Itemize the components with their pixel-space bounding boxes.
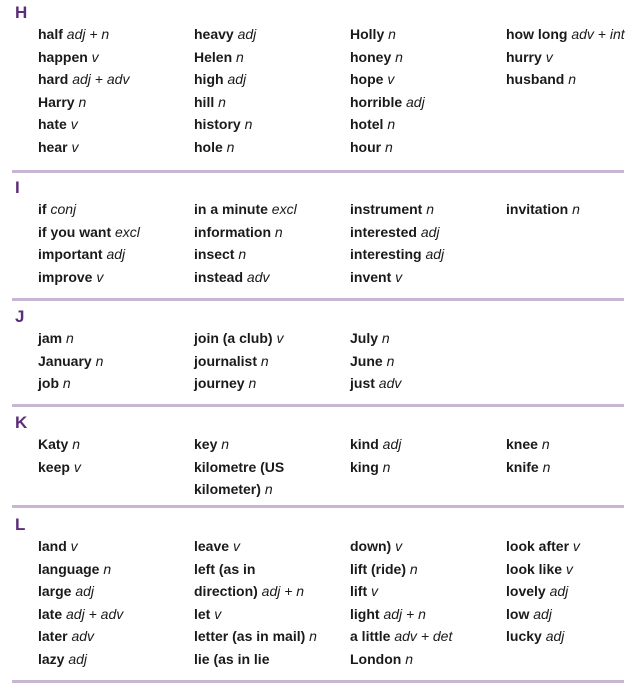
word-entry [194, 266, 297, 289]
headword: jam [38, 330, 63, 346]
section-letter: K [15, 413, 28, 432]
headword: instead [194, 268, 244, 285]
part-of-speech: v [71, 138, 79, 155]
section-divider [12, 505, 624, 508]
word-entry [194, 23, 256, 46]
headword: kilometer) [194, 481, 261, 497]
word-entry [350, 456, 401, 479]
word-entry [38, 46, 129, 69]
part-of-speech: excl [115, 223, 140, 240]
headword: husband [506, 71, 565, 87]
headword: hotel [350, 116, 384, 132]
part-of-speech: adj + n [261, 583, 305, 599]
word-column [350, 198, 444, 288]
headword: leave [194, 538, 230, 554]
word-entry [506, 580, 580, 603]
word-column [194, 433, 284, 501]
word-entry [194, 433, 284, 456]
word-entry [194, 456, 284, 479]
part-of-speech: n [244, 116, 253, 132]
headword: direction) [194, 583, 258, 599]
word-entry [506, 46, 625, 69]
headword: if [38, 201, 47, 217]
headword: knee [506, 436, 538, 452]
headword: journey [194, 375, 245, 391]
headword: lift [350, 583, 368, 599]
section-letter: I [15, 178, 20, 197]
part-of-speech: adv [378, 375, 402, 391]
part-of-speech: v [96, 268, 104, 285]
word-entry [38, 625, 123, 648]
word-entry [38, 372, 103, 395]
part-of-speech: n [236, 48, 244, 65]
part-of-speech: adv + det [394, 628, 453, 644]
headword: low [506, 605, 530, 622]
headword: join (a club) [194, 330, 273, 346]
word-entry [350, 266, 444, 289]
headword: invitation [506, 201, 569, 217]
part-of-speech: adj + n [66, 26, 110, 42]
headword: how long [506, 26, 568, 42]
word-entry [194, 350, 283, 373]
word-entry [38, 266, 140, 289]
word-entry [194, 46, 256, 69]
word-entry [38, 221, 140, 244]
part-of-speech: v [572, 538, 580, 554]
part-of-speech: n [218, 93, 226, 110]
word-entry [350, 350, 401, 373]
word-entry [350, 221, 444, 244]
word-column [506, 23, 625, 91]
word-entry [506, 68, 625, 91]
word-entry [350, 535, 452, 558]
word-entry [38, 91, 129, 114]
headword: interesting [350, 246, 422, 262]
section-letter: L [15, 515, 26, 534]
word-entry [194, 535, 317, 558]
headword: keep [38, 458, 70, 475]
headword: information [194, 223, 271, 240]
word-column [38, 198, 140, 288]
word-entry [350, 625, 452, 648]
part-of-speech: adj [68, 650, 88, 667]
headword: look after [506, 538, 570, 554]
word-entry [506, 23, 625, 46]
part-of-speech: n [387, 116, 396, 132]
word-entry [350, 558, 452, 581]
word-entry [506, 198, 580, 221]
part-of-speech: v [387, 71, 395, 87]
part-of-speech: adj [549, 583, 569, 599]
word-entry [350, 243, 444, 266]
headword: January [38, 352, 92, 369]
headword: lucky [506, 628, 542, 644]
headword: later [38, 628, 68, 644]
headword: hope [350, 71, 384, 87]
part-of-speech: adj [106, 246, 126, 262]
part-of-speech: n [395, 48, 403, 65]
word-entry [194, 113, 256, 136]
part-of-speech: n [409, 560, 418, 577]
headword: instrument [350, 201, 423, 217]
word-entry [194, 91, 256, 114]
part-of-speech: adj [227, 71, 247, 87]
part-of-speech: n [66, 330, 74, 346]
part-of-speech: n [238, 246, 247, 262]
word-entry [350, 136, 425, 159]
headword: interested [350, 223, 417, 240]
word-column [350, 433, 401, 478]
word-column [38, 327, 103, 395]
word-column [350, 23, 425, 158]
part-of-speech: n [274, 223, 283, 240]
part-of-speech: n [382, 458, 391, 475]
word-entry [194, 625, 317, 648]
headword: July [350, 330, 379, 346]
word-entry [350, 23, 425, 46]
word-column [38, 433, 81, 478]
part-of-speech: n [541, 436, 550, 452]
word-column [38, 23, 129, 158]
headword: let [194, 605, 211, 622]
word-column [194, 535, 317, 670]
word-entry [194, 327, 283, 350]
part-of-speech: conj [50, 201, 77, 217]
word-entry [194, 68, 256, 91]
part-of-speech: n [568, 71, 577, 87]
headword: lovely [506, 583, 546, 599]
part-of-speech: v [232, 538, 240, 554]
headword: hard [38, 71, 69, 87]
headword: kind [350, 436, 379, 452]
part-of-speech: n [260, 352, 269, 369]
headword: high [194, 71, 224, 87]
headword: improve [38, 268, 93, 285]
word-entry [350, 648, 452, 671]
word-entry [38, 136, 129, 159]
headword: happen [38, 48, 88, 65]
part-of-speech: adj [533, 605, 552, 622]
headword: in a minute [194, 201, 268, 217]
word-entry [38, 350, 103, 373]
word-entry [38, 433, 81, 456]
word-column [194, 327, 283, 395]
headword: hole [194, 138, 223, 155]
part-of-speech: n [388, 26, 396, 42]
headword: half [38, 26, 63, 42]
part-of-speech: n [221, 436, 230, 452]
part-of-speech: adj [545, 628, 565, 644]
headword: Helen [194, 48, 233, 65]
word-entry [194, 478, 284, 501]
headword: knife [506, 458, 539, 475]
word-entry [38, 327, 103, 350]
part-of-speech: n [95, 352, 104, 369]
part-of-speech: n [542, 458, 551, 475]
word-entry [194, 580, 317, 603]
word-entry [194, 648, 317, 671]
headword: late [38, 605, 63, 622]
headword: history [194, 116, 241, 132]
word-entry [350, 46, 425, 69]
part-of-speech: n [78, 93, 87, 110]
word-entry [38, 68, 129, 91]
word-column [194, 198, 297, 288]
section-divider [12, 170, 624, 173]
part-of-speech: n [385, 138, 393, 155]
headword: insect [194, 246, 235, 262]
part-of-speech: adj [425, 246, 445, 262]
headword: hear [38, 138, 68, 155]
part-of-speech: adv [246, 268, 270, 285]
part-of-speech: n [72, 436, 81, 452]
word-entry [506, 625, 580, 648]
word-entry [38, 243, 140, 266]
word-entry [350, 113, 425, 136]
headword: honey [350, 48, 392, 65]
headword: journalist [194, 352, 258, 369]
word-entry [38, 456, 81, 479]
headword: king [350, 458, 379, 475]
word-entry [350, 433, 401, 456]
word-entry [38, 535, 123, 558]
part-of-speech: adj [237, 26, 257, 42]
part-of-speech: v [545, 48, 553, 65]
headword: just [350, 375, 375, 391]
word-entry [506, 535, 580, 558]
section-divider [12, 298, 624, 301]
headword: language [38, 560, 100, 577]
part-of-speech: n [386, 352, 395, 369]
word-entry [194, 558, 317, 581]
part-of-speech: v [70, 116, 78, 132]
part-of-speech: n [572, 201, 580, 217]
part-of-speech: adj [420, 223, 440, 240]
word-entry [194, 136, 256, 159]
word-column [506, 535, 580, 648]
headword: look like [506, 560, 563, 577]
word-entry [194, 243, 297, 266]
part-of-speech: v [371, 583, 378, 599]
part-of-speech: v [276, 330, 284, 346]
word-entry [38, 558, 123, 581]
section-letter: H [15, 3, 28, 22]
section-letter: J [15, 307, 25, 326]
headword: Harry [38, 93, 75, 110]
word-entry [350, 603, 452, 626]
headword: kilometre (US [194, 458, 285, 475]
word-entry [38, 603, 123, 626]
headword: important [38, 246, 103, 262]
headword: invent [350, 268, 392, 285]
part-of-speech: adv + int [571, 26, 625, 42]
headword: hate [38, 116, 67, 132]
word-column [506, 433, 550, 478]
headword: horrible [350, 93, 403, 110]
part-of-speech: n [264, 481, 273, 497]
headword: light [350, 605, 380, 622]
part-of-speech: v [395, 268, 403, 285]
word-column [506, 198, 580, 221]
part-of-speech: adj + adv [66, 605, 124, 622]
word-entry [38, 580, 123, 603]
word-entry [38, 648, 123, 671]
word-entry [506, 433, 550, 456]
part-of-speech: n [103, 560, 112, 577]
part-of-speech: v [214, 605, 222, 622]
headword: down) [350, 538, 392, 554]
word-column [350, 327, 401, 395]
headword: London [350, 650, 402, 667]
word-entry [506, 603, 580, 626]
part-of-speech: adj [382, 436, 402, 452]
word-entry [38, 113, 129, 136]
word-column [350, 535, 452, 670]
part-of-speech: n [381, 330, 390, 346]
word-entry [194, 221, 297, 244]
headword: hour [350, 138, 382, 155]
word-entry [194, 372, 283, 395]
word-column [38, 535, 123, 670]
headword: lie (as in lie [194, 650, 270, 667]
part-of-speech: adj + n [383, 605, 426, 622]
headword: if you want [38, 223, 112, 240]
part-of-speech: adj [406, 93, 425, 110]
part-of-speech: v [73, 458, 81, 475]
headword: key [194, 436, 218, 452]
headword: job [38, 375, 59, 391]
part-of-speech: excl [271, 201, 297, 217]
part-of-speech: adj + adv [72, 71, 130, 87]
headword: heavy [194, 26, 234, 42]
word-entry [194, 198, 297, 221]
headword: letter (as in mail) [194, 628, 306, 644]
headword: large [38, 583, 72, 599]
headword: Katy [38, 436, 69, 452]
word-entry [506, 558, 580, 581]
word-entry [350, 372, 401, 395]
headword: lift (ride) [350, 560, 406, 577]
part-of-speech: n [226, 138, 235, 155]
section-divider [12, 680, 624, 683]
part-of-speech: n [309, 628, 317, 644]
headword: Holly [350, 26, 385, 42]
headword: a little [350, 628, 391, 644]
section-divider [12, 404, 624, 407]
headword: hurry [506, 48, 542, 65]
part-of-speech: n [405, 650, 413, 667]
part-of-speech: adv [71, 628, 95, 644]
headword: left (as in [194, 560, 256, 577]
headword: hill [194, 93, 215, 110]
word-entry [350, 68, 425, 91]
part-of-speech: adj [75, 583, 95, 599]
part-of-speech: v [565, 560, 573, 577]
word-entry [38, 198, 140, 221]
headword: land [38, 538, 67, 554]
part-of-speech: n [426, 201, 435, 217]
part-of-speech: v [70, 538, 78, 554]
word-entry [194, 603, 317, 626]
word-column [194, 23, 256, 158]
headword: lazy [38, 650, 65, 667]
part-of-speech: v [395, 538, 403, 554]
word-entry [350, 91, 425, 114]
word-entry [506, 456, 550, 479]
part-of-speech: v [91, 48, 99, 65]
word-entry [350, 198, 444, 221]
part-of-speech: n [62, 375, 71, 391]
word-entry [38, 23, 129, 46]
word-entry [350, 327, 401, 350]
part-of-speech: n [248, 375, 257, 391]
word-entry [350, 580, 452, 603]
headword: June [350, 352, 383, 369]
